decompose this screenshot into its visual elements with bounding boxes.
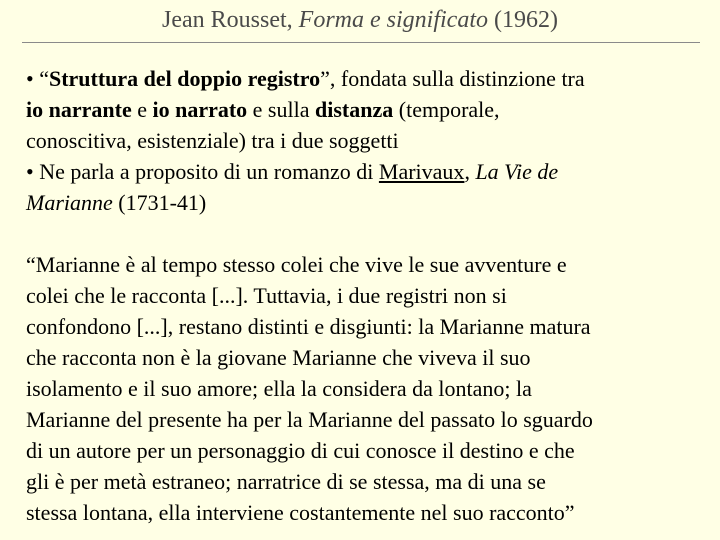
quote-line: isolamento e il suo amore; ella la considera da lontano; la [26,376,532,401]
connector-text: e [131,97,153,122]
bullet-2-text: , [464,159,476,184]
title-divider [22,42,700,43]
novel-dates: (1731-41) [112,190,207,215]
bullet-1-open: • “ [26,66,49,91]
quote-line: che racconta non è la giovane Marianne che viveva il suo [26,345,531,370]
marivaux-link[interactable]: Marivaux [378,159,465,184]
quote-line: Marianne del presente ha per la Marianne del passato lo sguardo [26,407,593,432]
quotation [26,249,706,528]
quote-line: confondono [...], restano distinti e disgiunti: la Marianne matura [26,314,591,339]
novel-title: Marianne [26,190,113,215]
term-io-narrante: io narrante [26,97,132,122]
bullet-1-text: ”, fondata sulla distinzione tra [320,66,585,91]
title-work: Forma e significato [298,7,488,33]
bullet-1-term: Struttura del doppio registro [48,66,321,91]
bullet-1-text: (temporale, [393,97,500,122]
connector-text: e sulla [247,97,315,122]
title-author: Jean Rousset, [162,7,293,33]
quote-line: gli è per metà estraneo; narratrice di se stessa, ma di una se [26,469,546,494]
bullet-1-line-1 [26,63,706,94]
term-distanza: distanza [315,97,394,122]
quote-line: stessa lontana, ella interviene costantemente nel suo racconto” [26,500,575,525]
quote-line: colei che le racconta [...]. Tuttavia, i due registri non si [26,283,507,308]
title-year: (1962) [494,7,558,33]
quote-line: “Marianne è al tempo stesso colei che vive le sue avventure e [26,252,567,277]
bullet-2-line-2 [26,187,706,218]
bullet-1-line-2 [26,94,706,125]
quote-line: di un autore per un personaggio di cui conosce il destino e che [26,438,575,463]
bullet-2-text: • Ne parla a proposito di un romanzo di [26,159,379,184]
term-io-narrato: io narrato [152,97,248,122]
novel-title: La Vie de [475,159,559,184]
bullet-list [26,63,706,218]
bullet-2-line-1 [26,156,706,187]
bullet-1-line-3: conoscitiva, esistenziale) tra i due soggetti [26,128,399,153]
page-title [0,4,720,36]
